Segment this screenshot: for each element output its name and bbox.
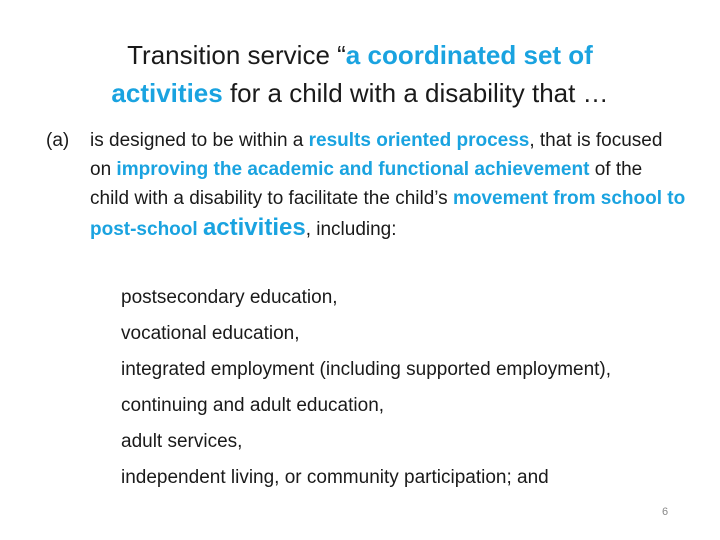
para-text-1: is designed to be within a: [90, 130, 309, 151]
list-item: postsecondary education,: [121, 287, 338, 308]
list-item: adult services,: [121, 431, 243, 452]
slide-title: [30, 36, 690, 112]
para-text-2: , that is focused on: [90, 130, 663, 180]
paragraph-marker: (a): [46, 130, 70, 151]
definition-paragraph: [46, 126, 686, 244]
highlight-results-oriented: results oriented process: [308, 130, 530, 151]
list-item: vocational education,: [121, 323, 300, 344]
activity-list: [121, 284, 661, 500]
list-item: independent living, or community participation; and: [121, 467, 549, 488]
list-item: integrated employment (including supported employment),: [121, 359, 612, 380]
paragraph-body: [90, 126, 686, 244]
title-text-post: for a child with a disability that …: [222, 78, 609, 108]
highlight-activities-large: activities: [202, 214, 306, 241]
list-item: continuing and adult education,: [121, 395, 385, 416]
title-highlight-coordinated-set: a coordinated set of: [345, 40, 593, 70]
highlight-movement: movement from school to post-school: [90, 188, 686, 240]
para-text-5: , including:: [305, 219, 397, 240]
title-highlight-activities: activities: [111, 78, 223, 108]
para-text-3: of the child with a disability to facilitate the child’s: [90, 159, 643, 209]
page-number: 6: [662, 506, 669, 518]
title-text-pre: Transition service “: [127, 40, 346, 70]
highlight-improving-achievement: improving the academic and functional achievement: [116, 159, 590, 180]
